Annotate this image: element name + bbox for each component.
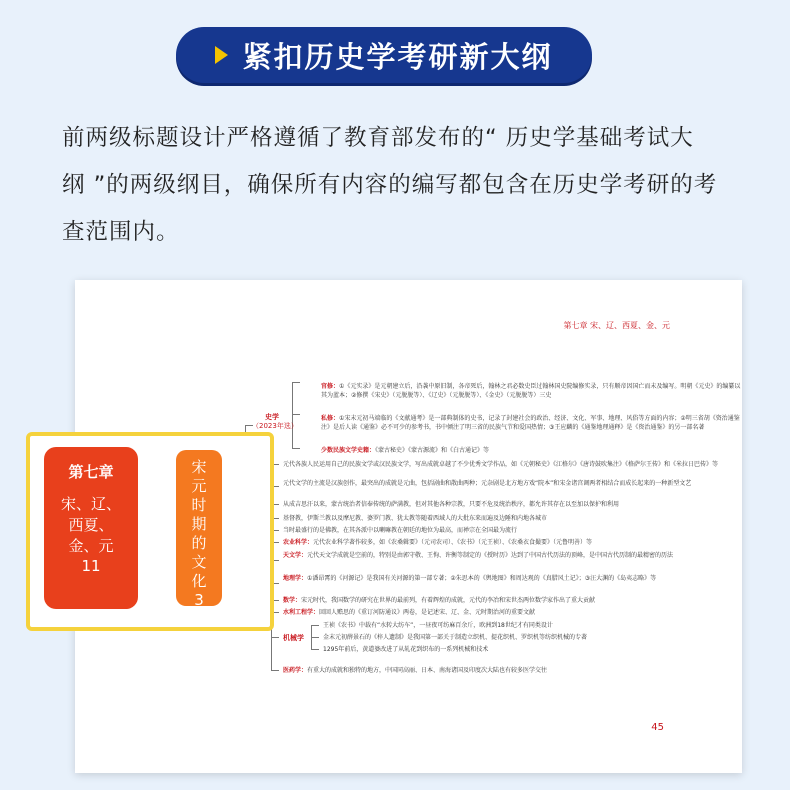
chapter-regions: 宋、辽、 西夏、 金、元 [60, 495, 121, 555]
play-arrow-icon [215, 46, 228, 64]
connector [311, 625, 319, 626]
connector [311, 637, 319, 638]
connector [271, 637, 279, 638]
section-char: 时 [191, 496, 207, 514]
item-agri: 农业科学：元代农业科学著作较多，如《农桑辑要》（元司农司）、《农书》（元王祯）、《农桑衣食撮要》（元鲁明善）等 [283, 539, 593, 546]
item-lit-2: 元代文学的主流是汉族创作，最突出的成就是元曲，包括剧曲和散曲两种；元杂剧是北方地方戏“院本”和宋金诸宫调两者相结合而成长起来的一种新型文艺 [283, 480, 692, 487]
connector [271, 670, 279, 671]
section-number: 3 [194, 591, 204, 609]
connector [292, 414, 300, 415]
item-mech-3: 1295年前后，黄道婆改进了从轧花到织布的一系列机械和技术 [323, 646, 489, 653]
chapter-box [44, 447, 138, 609]
item-astro: 天文学：元代天文学成就是空前的，特别是由郭守敬、王恂、许衡等制定的《授时历》达到了中国古代历法的顶峰，是中国古代历制的最精密的历法 [283, 552, 674, 559]
item-sixiu: 私修：①宋末元初马端临的《文献通考》是一部典制体的史书，记录了封建社会的政治、经济、文化、军事、地理、风俗等方面的内容；②明三省胡《资治通鉴注》是后人读《通鉴》必不可少的参考书，书中倾注了明三省的民族气节和爱国热情；③王应麟的《通鉴地理通释》是《资治通鉴》的另一部名著 [321, 415, 740, 431]
connector [311, 649, 319, 650]
branch-history-year: （2023年选） [252, 422, 298, 430]
section-box [176, 450, 222, 609]
item-minority: 少数民族文学史籍：《蒙古秘史》《蒙古源流》和《白古通记》等 [321, 447, 490, 454]
section-char: 的 [191, 534, 207, 552]
item-rel-3: 当时最盛行的是佛教，在其各派中以喇嘛教在朝廷的地位为最高，而禅宗在全国最为流行 [283, 527, 518, 534]
section-char: 化 [191, 572, 207, 590]
page-number: 45 [651, 722, 664, 733]
item-geo: 地理学：①潘昂霄的《河源记》是我国有关河源的第一部专著；②朱思本的《舆地图》和周达观的《真腊风土记》；③汪大渊的《岛夷志略》等 [283, 575, 657, 582]
chapter-title: 第七章 [68, 463, 114, 481]
intro-line: 前两级标题设计严格遵循了教育部发布的“ 历史学基础考试大 [62, 125, 694, 151]
item-med: 医药学：有重大的成就和独特的地方，中国同高丽、日本、南海诸国及印度次大陆也有较多医学交往 [283, 667, 548, 674]
chapter-number: 11 [81, 557, 101, 575]
intro-line: 查范围内。 [62, 219, 180, 245]
history-bracket [292, 382, 293, 448]
item-math: 数学：宋元时代，我国数学的研究在世界的最前列，有着辉煌的成就，元代的李冶和宋世杰两位数学家作出了重大贡献 [283, 597, 596, 604]
page-header: 第七章 宋、辽、西夏、金、元 [563, 321, 670, 330]
item-rel-1: 从成吉思汗以来，蒙古统治者信奉传统的萨满教，但对其他各种宗教，只要不危及统治秩序，都允许其存在以至加以保护和利用 [283, 501, 620, 508]
item-mech-1: 王祯《农书》中载有“水转大纺车”，一昼夜可纺麻百余斤，欧洲到18世纪才有同类设计 [323, 622, 553, 629]
section-char: 文 [191, 553, 207, 571]
banner-title: 紧扣历史学考研新大纲 [242, 39, 553, 74]
item-water: 水利工程学：回回人赡思的《重订河防通议》两卷，是记述宋、辽、金、元时期治河的重要文献 [283, 609, 536, 616]
connector [292, 448, 300, 449]
connector [292, 382, 300, 383]
intro-text [62, 115, 742, 256]
item-mech-label: 机械学 [283, 634, 304, 642]
section-char: 宋 [191, 458, 207, 476]
item-rel-2: 基督教，伊斯兰教以及摩尼教、婆罗门教、犹太教等随着西域人的大批东来而遍及边陲和内地各城市 [283, 515, 548, 522]
item-mech-2: 金末元初薛景石的《梓人遗制》是我国第一部关于制造立织机、提花织机、罗织机等纺织机械的专著 [323, 634, 588, 641]
branch-history: 史学 [265, 413, 279, 421]
item-guanxiu: 官修：①《元实录》是元朝建立后，沿袭中原旧制，各帝死后，翰林之君必数史臣过翰林国史院编修实录，只有顺帝因国亡而未及编写。明朝《元史》的编纂以其为蓝本；②修撰《宋史》（元脱脱等）、《辽史》（元脱脱等）、《金史》（元脱脱等）三史 [321, 383, 741, 399]
section-char: 期 [191, 515, 207, 533]
item-lit-1: 元代各族人民运用自己的民族文学或汉民族文学，写出成就卓越了不少优秀文学作品，如《元朝秘史》《江格尔》《唐诗鼓吹集注》《格萨尔王传》和《米拉日巴传》等 [283, 461, 719, 468]
section-char: 元 [191, 477, 207, 495]
title-banner [176, 27, 592, 83]
intro-line: 纲 ”的两级纲目，确保所有内容的编写都包含在历史学考研的考 [62, 172, 718, 198]
